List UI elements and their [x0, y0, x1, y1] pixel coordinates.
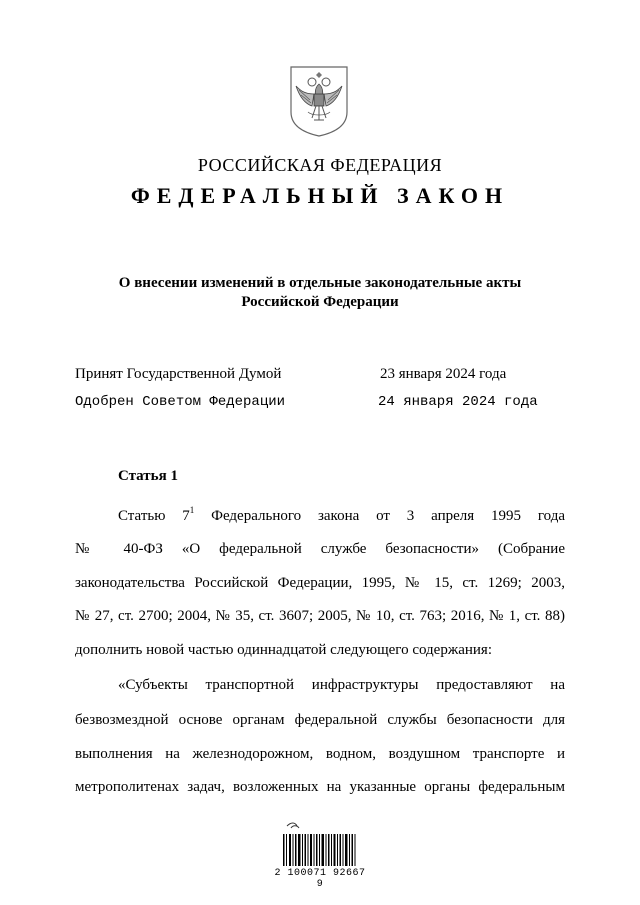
article-text-line: метрополитенах задач, возложенных на указанные органы федеральным — [75, 779, 565, 795]
article-heading: Статья 1 — [118, 468, 178, 484]
country-name: РОССИЙСКАЯ ФЕДЕРАЦИЯ — [197, 155, 443, 175]
article-text-line: дополнить новой частью одиннадцатой следующего содержания: — [75, 642, 492, 658]
law-title-line: Российской Федерации — [241, 294, 399, 310]
article-text-line — [118, 505, 565, 525]
article-text-line: законодательства Российской Федерации, 1995, № 15, ст. 1269; 2003, — [75, 575, 565, 591]
coat-of-arms-icon — [288, 64, 350, 138]
superscript: 1 — [189, 505, 195, 515]
council-approval-label: Одобрен Советом Федерации — [75, 394, 286, 410]
article-text-line: № 40-ФЗ «О федеральной службе безопасности» (Собрание — [75, 541, 565, 557]
article-text-line: № 27, ст. 2700; 2004, № 35, ст. 3607; 2005, № 10, ст. 763; 2016, № 1, ст. 88) — [75, 608, 565, 624]
article-text-line: безвозмездной основе органам федеральной службы безопасности для — [75, 712, 565, 728]
duma-adoption-date: 23 января 2024 года — [380, 366, 507, 382]
council-approval-date: 24 января 2024 года — [378, 394, 538, 410]
duma-adoption-label: Принят Государственной Думой — [75, 366, 282, 382]
law-title — [60, 274, 580, 312]
article-text-line: выполнения на железнодорожном, водном, воздушном транспорте и — [75, 746, 565, 762]
document-type: ФЕДЕРАЛЬНЫЙ ЗАКОН — [130, 183, 510, 208]
article-text-fragment: Федерального закона от 3 апреля 1995 года — [194, 508, 565, 524]
law-title-line: О внесении изменений в отдельные законодательные акты — [118, 275, 522, 291]
article-text-fragment: Статью 7 — [118, 508, 190, 524]
barcode-number: 2 100071 92667 9 — [274, 868, 366, 890]
article-text-line: «Субъекты транспортной инфраструктуры предоставляют на — [118, 677, 565, 693]
